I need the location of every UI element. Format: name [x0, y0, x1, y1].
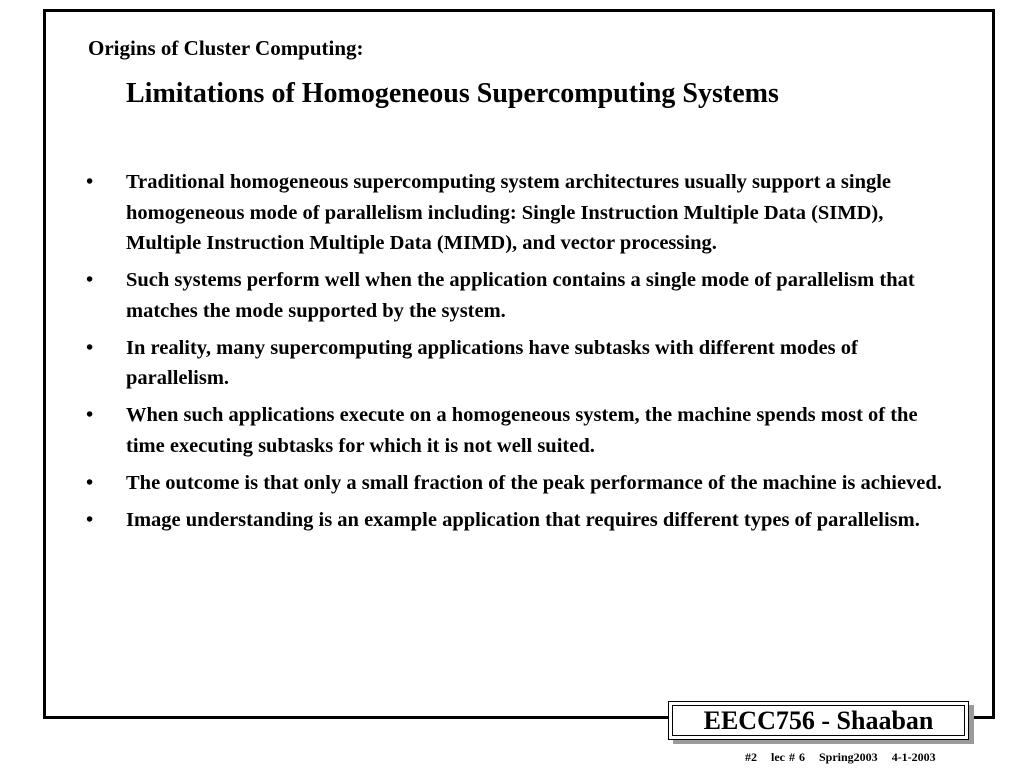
footer-term: Spring2003	[819, 750, 878, 764]
bullet-item	[86, 505, 956, 536]
bullet-text: In reality, many supercomputing applications have subtasks with different modes of parallelism.	[126, 336, 858, 389]
footer-lecture: lec # 6	[771, 750, 805, 764]
slide-subtitle: Origins of Cluster Computing:	[88, 36, 364, 60]
bullet-icon: •	[86, 269, 94, 291]
bullet-item	[86, 468, 956, 499]
bullet-icon: •	[86, 336, 94, 359]
bullet-text: Traditional homogeneous supercomputing system architectures usually support a single homogeneous mode of parallelism including: Single Instruction Multiple Data (SIMD), Multiple Instruction Multiple Data (MIMD), and vector processing.	[126, 171, 892, 254]
footer-slide-number: #2	[745, 750, 757, 764]
bullet-item	[86, 333, 956, 394]
footer-date: 4-1-2003	[891, 750, 936, 764]
footer-brand: EECC756 - Shaaban	[703, 705, 934, 735]
bullet-text: Such systems perform well when the application contains a single mode of parallelism that matches the mode supported by the system.	[126, 269, 915, 322]
footer-info	[745, 750, 946, 765]
bullet-icon: •	[86, 171, 94, 193]
footer-brand-box	[668, 701, 969, 740]
bullet-text: Image understanding is an example application that requires different types of parallelism.	[126, 508, 920, 531]
bullet-icon: •	[86, 404, 94, 426]
bullet-icon: •	[86, 471, 94, 494]
bullet-item	[86, 400, 956, 461]
bullet-text: When such applications execute on a homogeneous system, the machine spends most of the time executing subtasks for which it is not well suited.	[126, 404, 918, 457]
bullet-icon: •	[86, 508, 94, 531]
bullet-item	[86, 167, 956, 259]
slide-title: Limitations of Homogeneous Supercomputing Systems	[126, 78, 779, 109]
bullet-text: The outcome is that only a small fraction of the peak performance of the machine is achieved.	[126, 471, 942, 494]
bullet-list	[86, 167, 956, 542]
bullet-item	[86, 265, 956, 326]
